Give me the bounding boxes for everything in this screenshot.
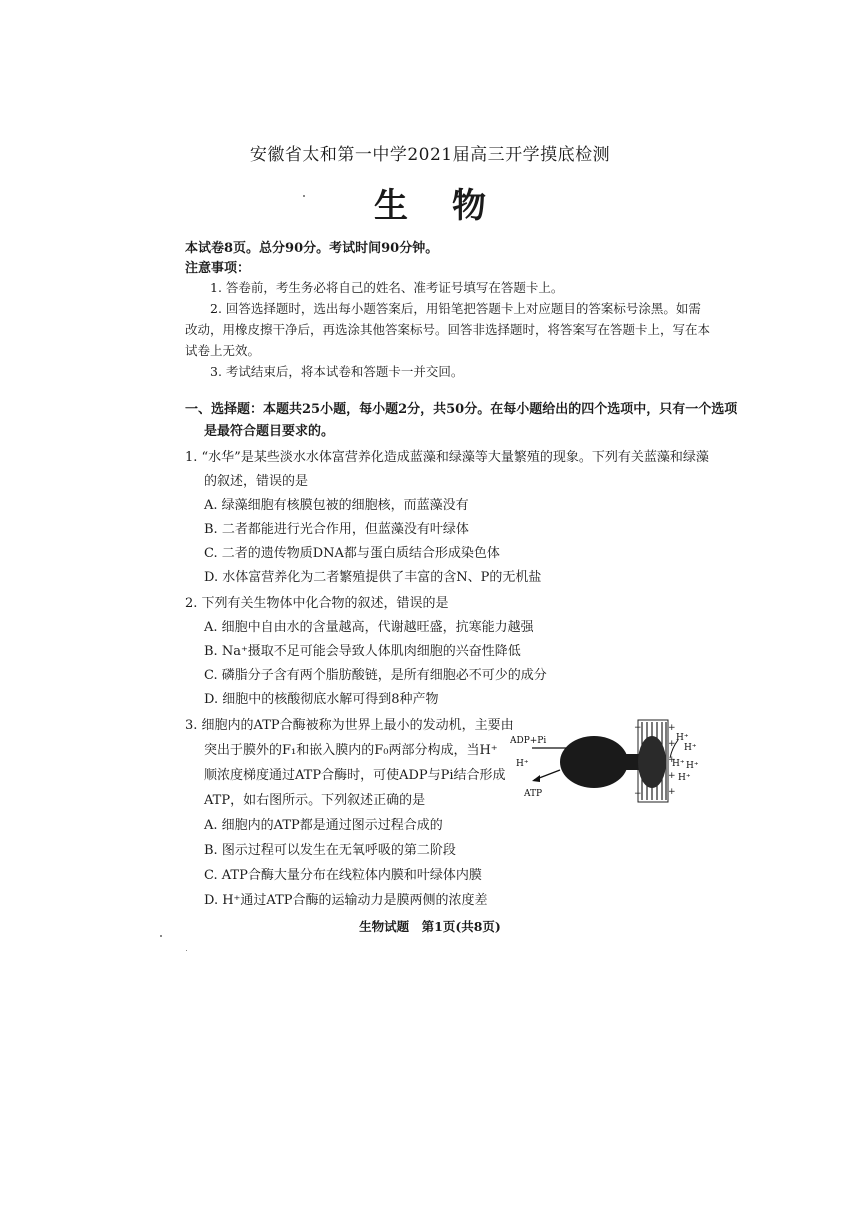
- notice-1: 1. 答卷前，考生务必将自己的姓名、准考证号填写在答题卡上。: [210, 280, 564, 295]
- q3-stem-a: 3. 细胞内的ATP合酶被称为世界上最小的发动机，主要由: [185, 718, 514, 733]
- atp-synthase-diagram: [510, 716, 710, 806]
- subject-title: 生物: [374, 186, 530, 226]
- svg-text:−: −: [634, 789, 642, 799]
- section-title-b: 是最符合题目要求的。: [204, 424, 335, 439]
- label-h-right-4: H⁺: [686, 761, 699, 771]
- label-h-right-1: H⁺: [676, 733, 689, 743]
- scan-speck: [160, 935, 162, 937]
- q1-option-c: C. 二者的遗传物质DNA都与蛋白质结合形成染色体: [204, 546, 500, 561]
- svg-text:+: +: [668, 755, 676, 765]
- q3-option-c: C. ATP合酶大量分布在线粒体内膜和叶绿体内膜: [204, 868, 482, 883]
- svg-text:+: +: [668, 771, 676, 781]
- scan-speck: [186, 950, 187, 951]
- q1-option-d: D. 水体富营养化为二者繁殖提供了丰富的含N、P的无机盐: [204, 570, 542, 585]
- notice-2b: 改动，用橡皮擦干净后，再选涂其他答案标号。回答非选择题时，将答案写在答题卡上，写在本: [185, 322, 711, 337]
- q2-stem: 2. 下列有关生物体中化合物的叙述，错误的是: [185, 596, 449, 611]
- svg-text:+: +: [668, 739, 676, 749]
- f0-ring: [638, 736, 666, 788]
- notice-2a: 2. 回答选择题时，选出每小题答案后，用铅笔把答题卡上对应题目的答案标号涂黑。如需: [210, 301, 701, 316]
- q2-option-c: C. 磷脂分子含有两个脂肪酸链，是所有细胞必不可少的成分: [204, 668, 547, 683]
- q1-option-b: B. 二者都能进行光合作用，但蓝藻没有叶绿体: [204, 522, 469, 537]
- q1-option-a: A. 绿藻细胞有核膜包被的细胞核，而蓝藻没有: [204, 498, 469, 513]
- q3-stem-b: 突出于膜外的F₁和嵌入膜内的F₀两部分构成，当H⁺: [204, 743, 498, 758]
- svg-text:+: +: [668, 723, 676, 733]
- notice-3: 3. 考试结束后，将本试卷和答题卡一并交回。: [210, 364, 464, 379]
- school-title: 安徽省太和第一中学2021届高三开学摸底检测: [249, 145, 611, 165]
- q2-option-a: A. 细胞中自由水的含量越高，代谢越旺盛，抗寒能力越强: [204, 620, 534, 635]
- notice-label: 注意事项：: [185, 261, 251, 276]
- q2-option-d: D. 细胞中的核酸彻底水解可得到8种产物: [204, 692, 439, 707]
- svg-text:+: +: [668, 787, 676, 797]
- stalk: [622, 754, 640, 770]
- q2-option-b: B. Na⁺摄取不足可能会导致人体肌肉细胞的兴奋性降低: [204, 644, 521, 659]
- f1-head: [560, 736, 628, 788]
- label-h-right-2: H⁺: [684, 743, 697, 753]
- section-title-a: 一、选择题：本题共25小题，每小题2分，共50分。在每小题给出的四个选项中，只有一个选项: [185, 402, 738, 417]
- q1-stem-b: 的叙述，错误的是: [204, 474, 309, 489]
- label-h-left: H⁺: [516, 759, 529, 769]
- label-adp: ADP+Pi: [510, 736, 547, 746]
- q1-stem-a: 1. “水华”是某些淡水水体富营养化造成蓝藻和绿藻等大量繁殖的现象。下列有关蓝藻和绿藻: [185, 450, 709, 465]
- q3-option-b: B. 图示过程可以发生在无氧呼吸的第二阶段: [204, 843, 456, 858]
- label-h-right-3: H⁺: [672, 759, 685, 769]
- arrow-head-out: [532, 775, 540, 782]
- page-footer: 生物试题 第1页(共8页): [359, 919, 501, 934]
- label-atp: ATP: [524, 789, 543, 799]
- q3-option-a: A. 细胞内的ATP都是通过图示过程合成的: [204, 818, 443, 833]
- label-h-right-5: H⁺: [678, 773, 691, 783]
- svg-text:−: −: [634, 723, 642, 733]
- scan-speck: [303, 195, 305, 197]
- q3-stem-d: ATP，如右图所示。下列叙述正确的是: [204, 793, 426, 808]
- q3-option-d: D. H⁺通过ATP合酶的运输动力是膜两侧的浓度差: [204, 893, 488, 908]
- exam-info: 本试卷8页。总分90分。考试时间90分钟。: [185, 241, 439, 256]
- notice-2c: 试卷上无效。: [185, 343, 261, 358]
- q3-stem-c: 顺浓度梯度通过ATP合酶时，可使ADP与Pi结合形成: [204, 768, 506, 783]
